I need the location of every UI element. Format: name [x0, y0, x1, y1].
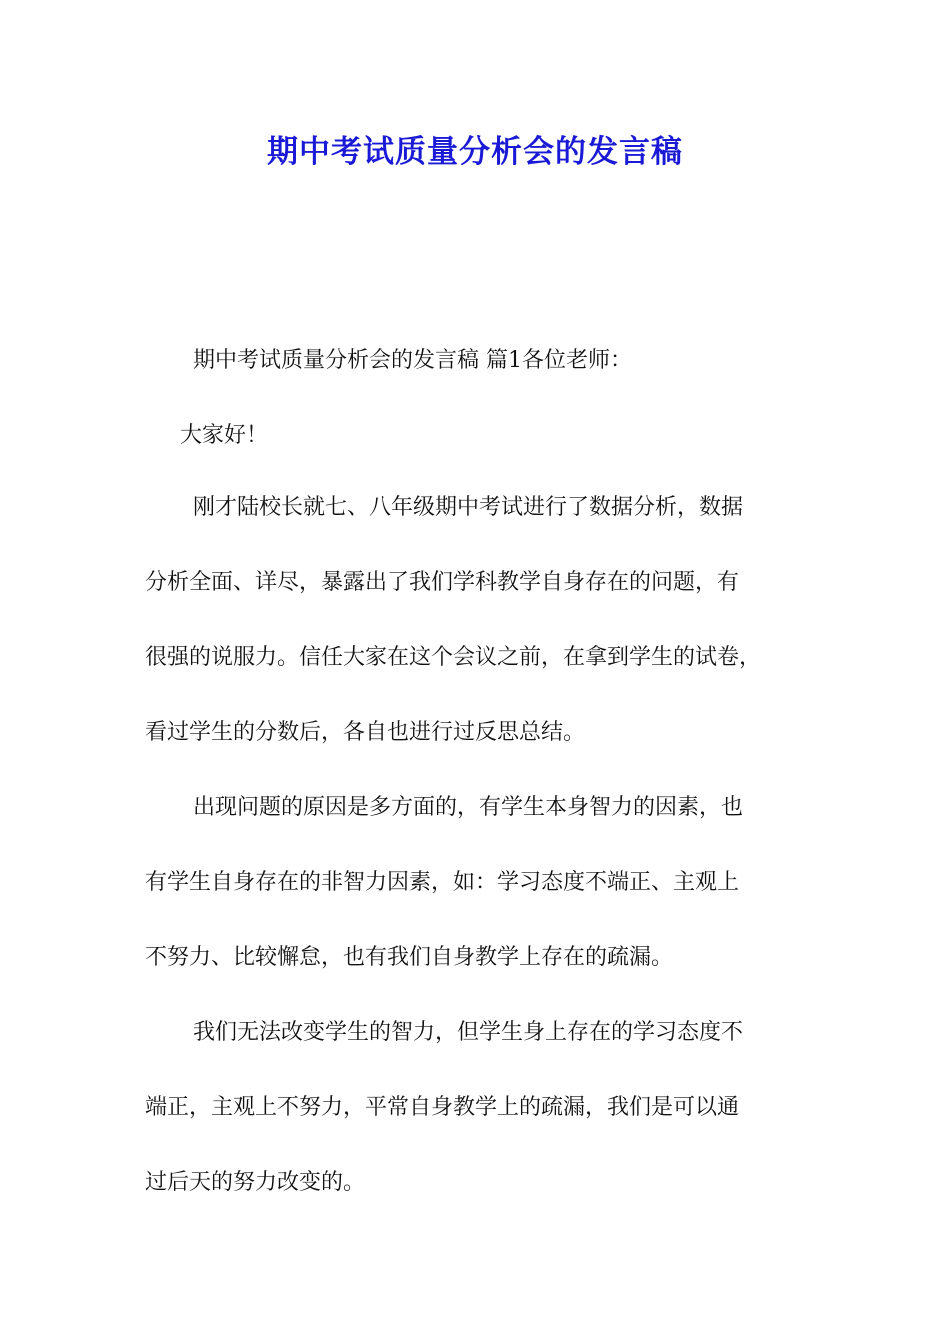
paragraph-line: 刚才陆校长就七、八年级期中考试进行了数据分析，数据: [193, 495, 744, 520]
document-title: 期中考试质量分析会的发言稿: [267, 134, 683, 170]
paragraph-line: 分析全面、详尽，暴露出了我们学科教学自身存在的问题，有: [145, 570, 740, 595]
paragraph-line: 不努力、比较懈怠，也有我们自身教学上存在的疏漏。: [145, 945, 674, 970]
paragraph-line: 有学生自身存在的非智力因素，如：学习态度不端正、主观上: [145, 870, 740, 895]
paragraph-line: 我们无法改变学生的智力，但学生身上存在的学习态度不: [193, 1020, 744, 1045]
paragraph-line: 出现问题的原因是多方面的，有学生本身智力的因素，也: [193, 795, 744, 820]
paragraph-line: 很强的说服力。信任大家在这个会议之前，在拿到学生的试卷，: [145, 645, 762, 670]
paragraph-line: 期中考试质量分析会的发言稿 篇1各位老师：: [193, 348, 632, 373]
paragraph-line: 大家好！: [180, 423, 269, 448]
paragraph-line: 看过学生的分数后，各自也进行过反思总结。: [145, 720, 586, 745]
paragraph-line: 端正，主观上不努力，平常自身教学上的疏漏，我们是可以通: [145, 1095, 740, 1120]
paragraph-line: 过后天的努力改变的。: [145, 1170, 366, 1195]
